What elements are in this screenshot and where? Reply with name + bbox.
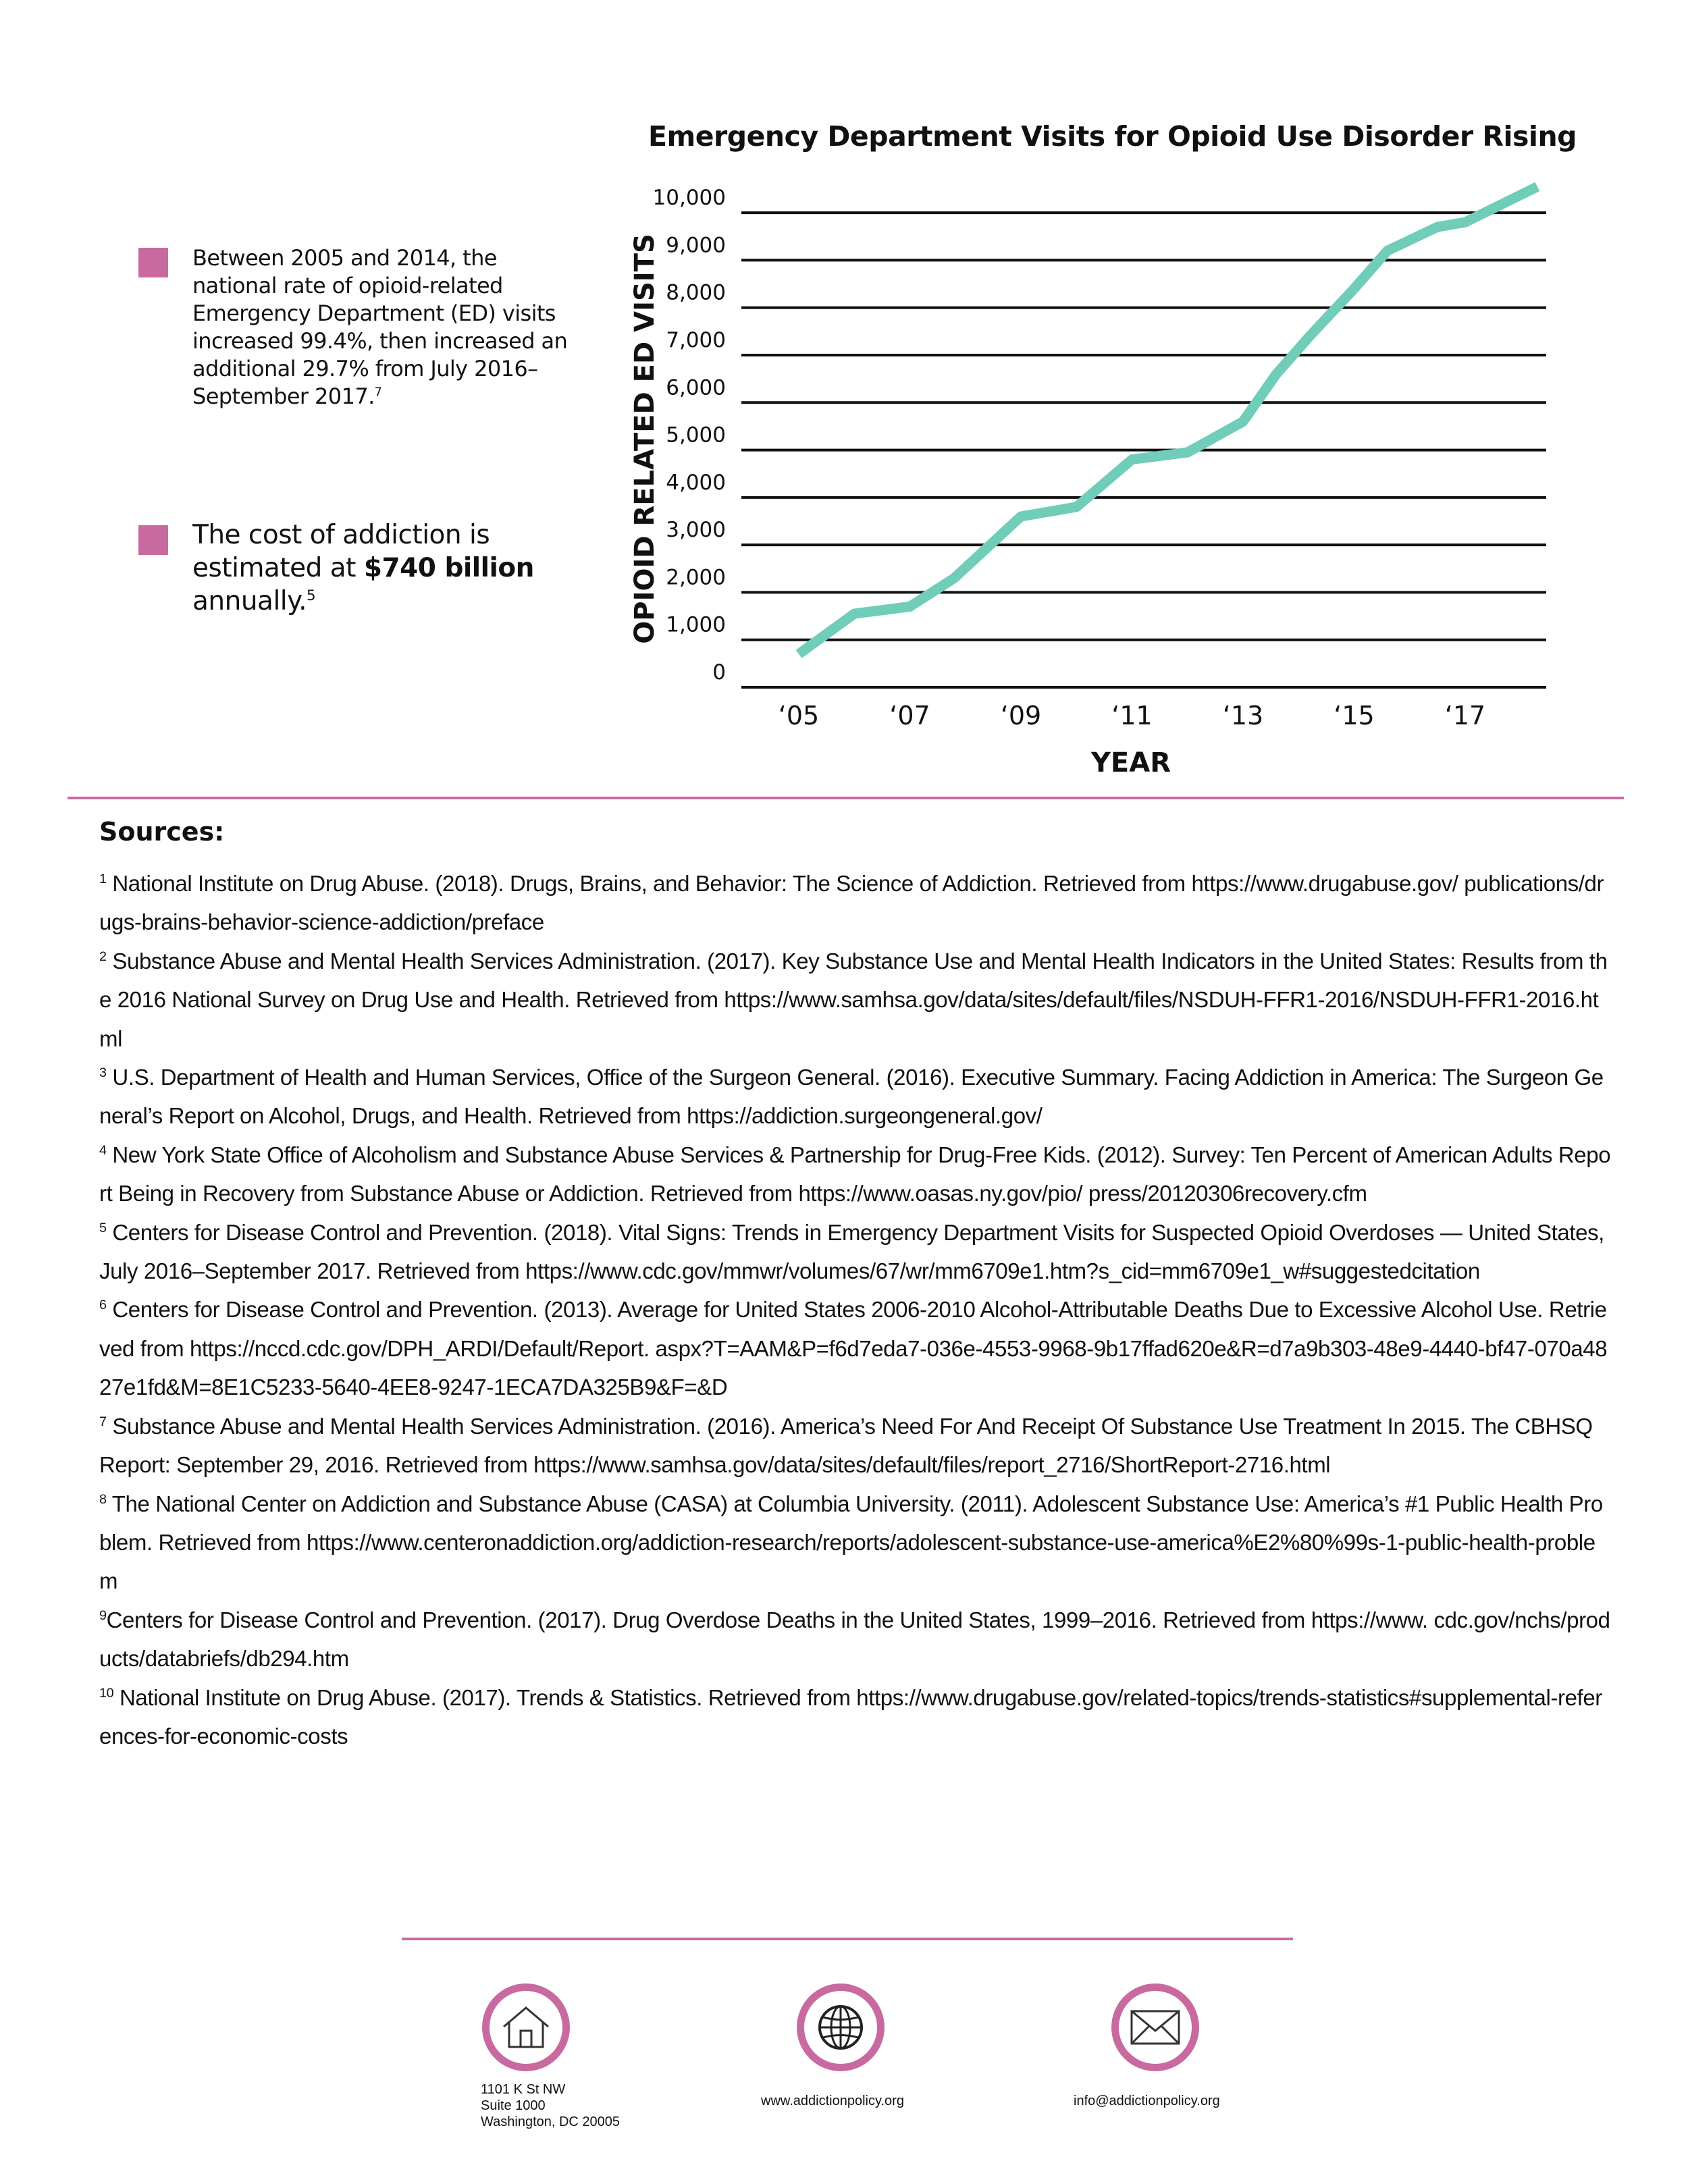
section-divider [68, 797, 1624, 799]
y-axis-label: OPIOID RELATED ED VISITS [629, 234, 660, 644]
source-number: 4 [99, 1142, 107, 1158]
source-item [99, 1136, 1612, 1213]
address-line: Suite 1000 [481, 2098, 546, 2113]
source-item [99, 942, 1612, 1058]
y-tick-label: 5,000 [666, 423, 726, 448]
y-tick-label: 6,000 [666, 375, 726, 400]
y-tick-label: 4,000 [666, 470, 726, 495]
address-line: Washington, DC 20005 [481, 2114, 621, 2129]
globe-icon [816, 2003, 865, 2052]
source-text: Substance Abuse and Mental Health Services Administration. (2017). Key Substance Use and Mental Health Indicators in the United States: Results from the 2016 National Survey on Drug Use and Health. Retrieved from https://www.samhsa.gov/data/sites/default/files/NSDUH-FFR1-2016/NSDUH-FFR1-2016.html [99, 948, 1608, 1051]
source-number: 1 [99, 872, 107, 886]
source-text: The National Center on Addiction and Substance Abuse (CASA) at Columbia University. (2011). Adolescent Substance Use: America’s #1 Public Health Problem. Retrieved from https://www.centeronaddiction.org/addiction-research/reports/adolescent-substance-use-america%E2%80%99s-1-public-health-problem [99, 1491, 1603, 1594]
x-tick-label: ‘11 [1111, 701, 1153, 730]
source-number: 2 [99, 949, 107, 964]
x-tick-label: ‘05 [778, 701, 820, 730]
y-tick-label: 0 [712, 660, 726, 685]
envelope-icon [1130, 2009, 1181, 2046]
source-item [99, 1601, 1612, 1678]
source-item [99, 1213, 1612, 1291]
source-text: Centers for Disease Control and Prevention. (2013). Average for United States 2006-2010 Alcohol-Attributable Deaths Due to Excessive Alcohol Use. Retrieved from https://nccd.cdc.gov/DPH_ARDI/Default/Report. aspx?T=AAM&P=f6d7eda7-036e-4553-9968-9b17ffad620e&R=d7a9b303-48e9-4440-bf47-070a4827e1fd&M=8E1C5233-5640-4EE8-9247-1ECA7DA325B9&F=&D [99, 1297, 1608, 1400]
source-item [99, 1290, 1612, 1406]
source-item [99, 1678, 1612, 1756]
ed-visits-fact-text: Between 2005 and 2014, the national rate of opioid-related Emergency Department (ED) visits increased 99.4%, then increased an additional 29.7% from July 2016–September 2017. [192, 245, 568, 409]
source-text: Centers for Disease Control and Prevention. (2017). Drug Overdose Deaths in the United States, 1999–2016. Retrieved from https://www. cdc.gov/nchs/products/databriefs/db294.htm [99, 1607, 1610, 1672]
y-tick-label: 8,000 [666, 280, 726, 305]
source-number: 5 [99, 1220, 107, 1235]
x-tick-label: ‘17 [1444, 701, 1486, 730]
bullet-square [138, 248, 168, 277]
y-tick-label: 3,000 [666, 518, 726, 543]
source-number: 6 [99, 1298, 107, 1313]
addiction-cost-text-pre: The cost of addiction is estimated at [192, 520, 490, 583]
address-block [481, 2081, 620, 2130]
source-text: U.S. Department of Health and Human Services, Office of the Surgeon General. (2016). Executive Summary. Facing Addiction in America: The Surgeon General’s Report on Alcohol, Drugs, and Health. Retrieved from https://addiction.surgeongeneral.gov/ [99, 1065, 1604, 1129]
x-tick-label: ‘09 [1000, 701, 1042, 730]
source-item [99, 1485, 1612, 1601]
sources-list [99, 864, 1612, 1755]
addiction-cost-text-post: annually. [192, 586, 307, 616]
footnote-ref: 7 [374, 385, 382, 400]
address-line: 1101 K St NW [481, 2082, 566, 2097]
addiction-cost-fact [192, 518, 571, 618]
x-tick-label: ‘15 [1334, 701, 1375, 730]
chart-title: Emergency Department Visits for Opioid Use Disorder Rising [648, 120, 1577, 153]
home-icon [501, 2004, 551, 2051]
footnote-ref: 5 [307, 587, 316, 604]
bullet-square [138, 525, 168, 555]
source-text: National Institute on Drug Abuse. (2017). Trends & Statistics. Retrieved from https://www.drugabuse.gov/related-topics/trends-statistics#supplemental-references-for-economic-costs [99, 1684, 1602, 1749]
y-tick-label: 1,000 [666, 612, 726, 637]
ed-visits-fact [192, 244, 571, 410]
source-number: 9 [99, 1607, 107, 1623]
source-number: 10 [99, 1685, 114, 1701]
email-link[interactable]: info@addictionpolicy.org [1074, 2094, 1220, 2108]
series-line [799, 187, 1537, 654]
y-tick-label: 10,000 [652, 186, 726, 211]
source-text: New York State Office of Alcoholism and Substance Abuse Services & Partnership for Drug-Free Kids. (2012). Survey: Ten Percent of American Adults Report Being in Recovery from Substance Abuse or Addiction. Retrieved from https://www.oasas.ny.gov/pio/ press/20120306recovery.cfm [99, 1142, 1611, 1206]
source-number: 3 [99, 1065, 107, 1081]
source-item [99, 864, 1612, 942]
envelope-icon-circle [1111, 1983, 1199, 2071]
y-tick-label: 7,000 [666, 328, 726, 352]
x-axis-label: YEAR [1090, 747, 1171, 778]
globe-icon-circle [797, 1983, 885, 2071]
website-link[interactable]: www.addictionpolicy.org [761, 2094, 904, 2108]
y-tick-label: 2,000 [666, 565, 726, 590]
y-tick-label: 9,000 [666, 233, 726, 258]
x-tick-label: ‘07 [889, 701, 930, 730]
home-icon-circle [482, 1983, 570, 2071]
sources-heading: Sources: [99, 817, 225, 847]
x-tick-label: ‘13 [1222, 701, 1264, 730]
source-text: Substance Abuse and Mental Health Services Administration. (2016). America’s Need For And Receipt Of Substance Use Treatment In 2015. The CBHSQ Report: September 29, 2016. Retrieved from https://www.samhsa.gov/data/sites/default/files/report_2716/ShortReport-2716.html [99, 1413, 1593, 1478]
source-text: Centers for Disease Control and Prevention. (2018). Vital Signs: Trends in Emergency Department Visits for Suspected Opioid Overdoses — United States, July 2016–September 2017. Retrieved from https://www.cdc.gov/mmwr/volumes/67/wr/mm6709e1.htm?s_cid=mm6709e1_w#suggestedcitation [99, 1219, 1604, 1284]
source-item [99, 1058, 1612, 1136]
source-number: 8 [99, 1491, 107, 1507]
source-text: National Institute on Drug Abuse. (2018). Drugs, Brains, and Behavior: The Science of Addiction. Retrieved from https://www.drugabuse.gov/ publications/drugs-brains-behavior-science-addiction/preface [99, 871, 1604, 935]
source-number: 7 [99, 1414, 107, 1429]
source-item [99, 1407, 1612, 1485]
footer-divider [402, 1938, 1293, 1940]
addiction-cost-amount: $740 billion [363, 553, 534, 583]
